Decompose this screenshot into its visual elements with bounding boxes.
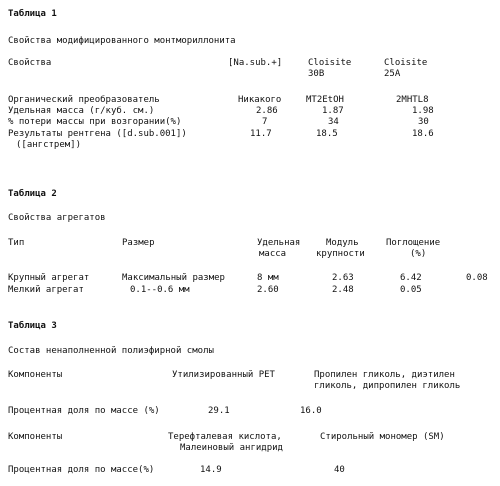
table2-header-absorption-2: (%) xyxy=(410,249,427,259)
table2-header-density-2: масса xyxy=(259,249,287,259)
table2-row-type: Крупный агрегат xyxy=(8,273,90,283)
table2-header-type: Тип xyxy=(8,238,25,248)
table2-row-cell: Максимальный размер xyxy=(122,273,225,283)
table1-row-cell: 34 xyxy=(328,117,339,127)
table1-row-cell: Никакого xyxy=(238,95,282,105)
table1-row-label-continuation: ([ангстрем]) xyxy=(16,140,82,150)
table1-row-cell: 18.5 xyxy=(316,129,338,139)
table1-row-cell: 18.6 xyxy=(412,129,434,139)
table2-row-cell: 0.08 xyxy=(466,273,488,283)
table2-row-cell: 0.05 xyxy=(400,285,422,295)
table2-row-type: Мелкий агрегат xyxy=(8,285,84,295)
table3-block1-share-label: Процентная доля по массе (%) xyxy=(8,406,160,416)
table1-row-label: Результаты рентгена ([d.sub.001]) xyxy=(8,129,187,139)
table3-block1-col1: Утилизированный PET xyxy=(172,370,275,380)
table2-row-cell: 2.48 xyxy=(332,285,354,295)
table3-block2-col2: Стирольный мономер (SM) xyxy=(320,432,445,442)
table1-header-properties: Свойства xyxy=(8,58,52,68)
table2-header-modulus-2: крупности xyxy=(316,249,365,259)
table1-row-cell: 2MHTL8 xyxy=(396,95,429,105)
table2-row-cell: 2.60 xyxy=(257,285,279,295)
table3-block1-col2: Пропилен гликоль, диэтилен xyxy=(314,370,455,380)
table3-heading: Таблица 3 xyxy=(8,321,57,331)
table1-row-label: Органический преобразователь xyxy=(8,95,160,105)
table1-row-cell: 1.98 xyxy=(412,106,434,116)
table2-row-cell: 8 мм xyxy=(257,273,279,283)
table1-header-30b: 30B xyxy=(308,69,325,79)
table3-caption: Состав ненаполненной полиэфирной смолы xyxy=(8,346,214,356)
table2-row-cell: 2.63 xyxy=(332,273,354,283)
table3-block2-col1-line2: Малеиновый ангидрид xyxy=(180,443,283,453)
table2-row-cell: 6.42 xyxy=(400,273,422,283)
table1-row-cell: 7 xyxy=(262,117,268,127)
table1-row-cell: 1.87 xyxy=(322,106,344,116)
table2-caption: Свойства агрегатов xyxy=(8,213,106,223)
table1-row-label: Удельная масса (г/куб. см.) xyxy=(8,106,155,116)
table3-block2-col1: Терефталевая кислота, xyxy=(168,432,282,442)
table1-header-25a: 25A xyxy=(384,69,401,79)
table1-row-cell: 30 xyxy=(418,117,429,127)
table3-block1-share-v1: 29.1 xyxy=(208,406,230,416)
table3-block2-share-label: Процентная доля по массе(%) xyxy=(8,465,155,475)
table1-row-label: % потери массы при возгорании(%) xyxy=(8,117,182,127)
table3-block1-share-v2: 16.0 xyxy=(300,406,322,416)
table3-block2-share-v1: 14.9 xyxy=(200,465,222,475)
table1-header-cloisite30b: Cloisite xyxy=(308,58,352,68)
table3-block2-share-v2: 40 xyxy=(334,465,345,475)
table1-row-cell: 11.7 xyxy=(250,129,272,139)
table3-block1-components: Компоненты xyxy=(8,370,63,380)
table1-caption: Свойства модифицированного монтмориллонита xyxy=(8,36,236,46)
table2-heading: Таблица 2 xyxy=(8,189,57,199)
table3-block2-components: Компоненты xyxy=(8,432,63,442)
table2-row-cell: 0.1--0.6 мм xyxy=(130,285,190,295)
table3-block1-col2-line2: гликоль, дипропилен гликоль xyxy=(314,381,461,391)
table2-header-modulus: Модуль xyxy=(326,238,359,248)
table1-header-cloisite25a: Cloisite xyxy=(384,58,428,68)
table2-header-density: Удельная xyxy=(257,238,301,248)
table1-header-na: [Na.sub.+] xyxy=(228,58,283,68)
table2-header-absorption: Поглощение xyxy=(386,238,441,248)
table1-row-cell: 2.86 xyxy=(256,106,278,116)
table1-heading: Таблица 1 xyxy=(8,9,57,19)
table1-row-cell: MT2EtOH xyxy=(306,95,344,105)
table2-header-size: Размер xyxy=(122,238,155,248)
